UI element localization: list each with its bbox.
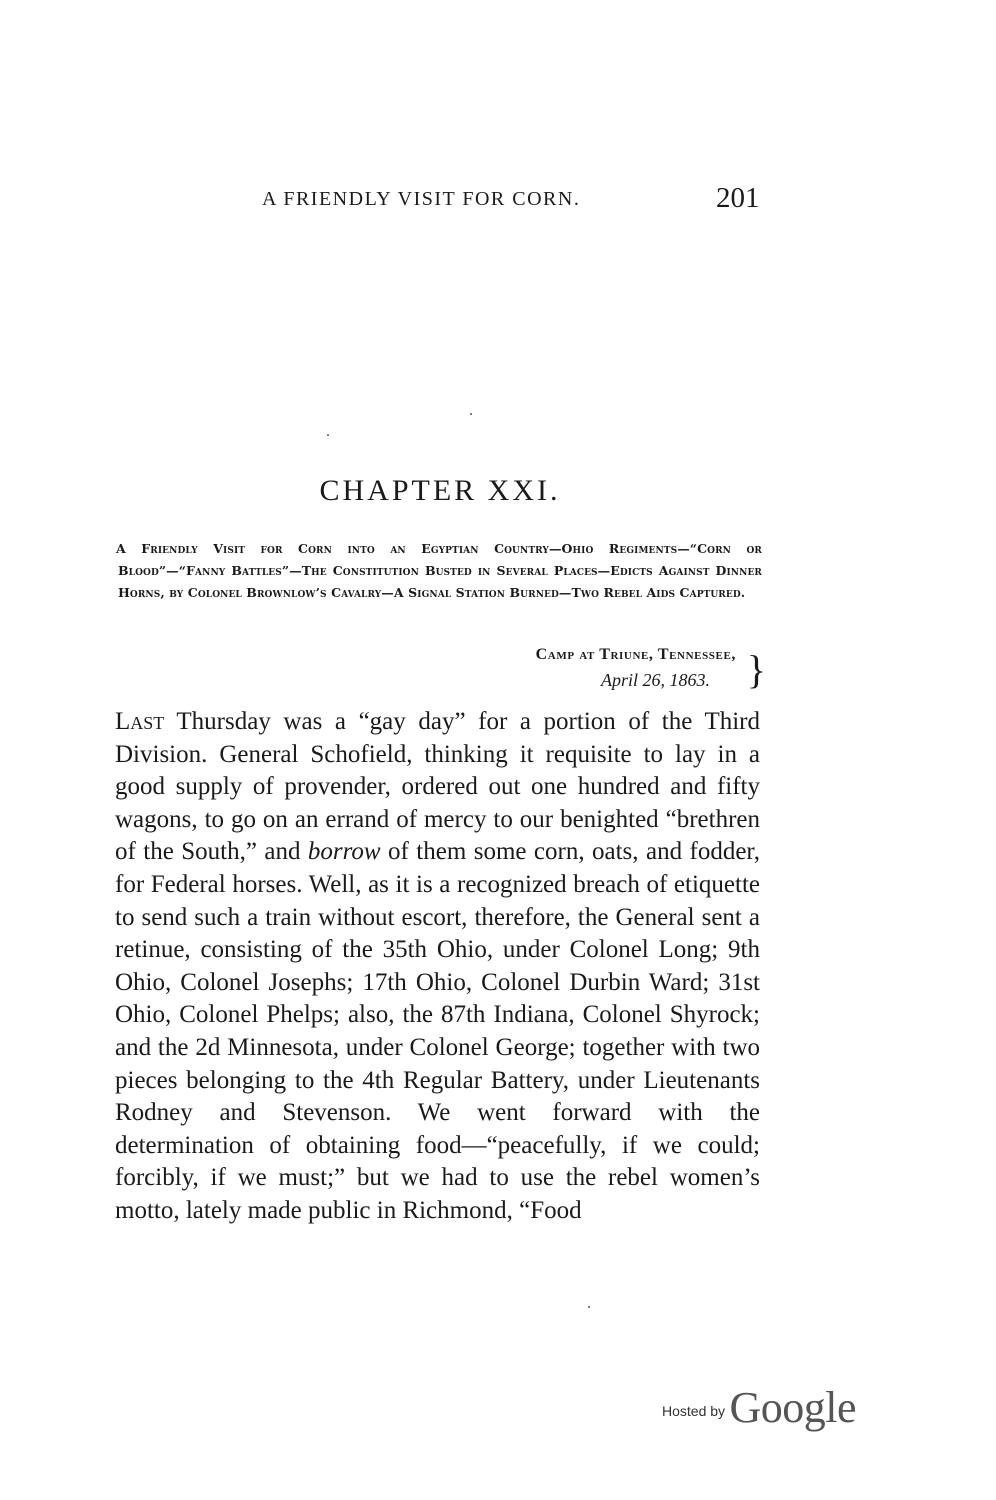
- page-speck: [588, 1306, 590, 1308]
- lead-word: Last: [115, 708, 165, 735]
- page-speck: [470, 413, 472, 415]
- page-speck: [327, 434, 329, 436]
- page-number: 201: [716, 182, 760, 214]
- body-text-segment: Thursday was a “gay day” for a portion of the Third Division. General Schofield, thinking it requisite to lay in a good supply of provender, ordered out one hundred and fifty wagons, to go on an errand of mercy to our benighted “brethren of the South,” and: [115, 708, 760, 866]
- body-paragraph: [115, 706, 760, 1228]
- hosted-by-label: Hosted by: [662, 1403, 726, 1419]
- running-head: A FRIENDLY VISIT FOR CORN.: [262, 188, 581, 210]
- body-text-segment-continued: of them some corn, oats, and fodder, for Federal horses. Well, as it is a recognized breach of etiquette to send such a train without escort, therefore, the General sent a retinue, consisting of the 35th Ohio, under Colonel Long; 9th Ohio, Colonel Josephs; 17th Ohio, Colonel Durbin Ward; 31st Ohio, Colonel Phelps; also, the 87th Indiana, Colonel Shyrock; and the 2d Minnesota, under Colonel George; together with two pieces belonging to the 4th Regular Battery, under Lieutenants Rodney and Stevenson. We went forward with the determination of obtaining food—“peacefully, if we could; forcibly, if we must;” but we had to use the rebel women’s motto, lately made public in Richmond, “Food: [115, 838, 760, 1224]
- google-logo: Google: [729, 1383, 857, 1432]
- emphasis-word: borrow: [307, 838, 381, 866]
- dateline-place: Camp at Triune, Tennessee,: [535, 646, 736, 663]
- chapter-heading: CHAPTER XXI.: [319, 474, 561, 507]
- chapter-synopsis: A Friendly Visit for Corn into an Egyptian Country—Ohio Regiments—“Corn or Blood”—“Fanny Battles”—The Constitution Busted in Several Places—Edicts Against Dinner Horns, by Colonel Brownlow’s Cavalry—A Signal Station Burned—Two Rebel Aids Captured.: [116, 541, 762, 600]
- dateline-date: April 26, 1863.: [600, 670, 710, 690]
- hosted-by-credit: [662, 1382, 856, 1433]
- right-brace-icon: }: [746, 647, 766, 692]
